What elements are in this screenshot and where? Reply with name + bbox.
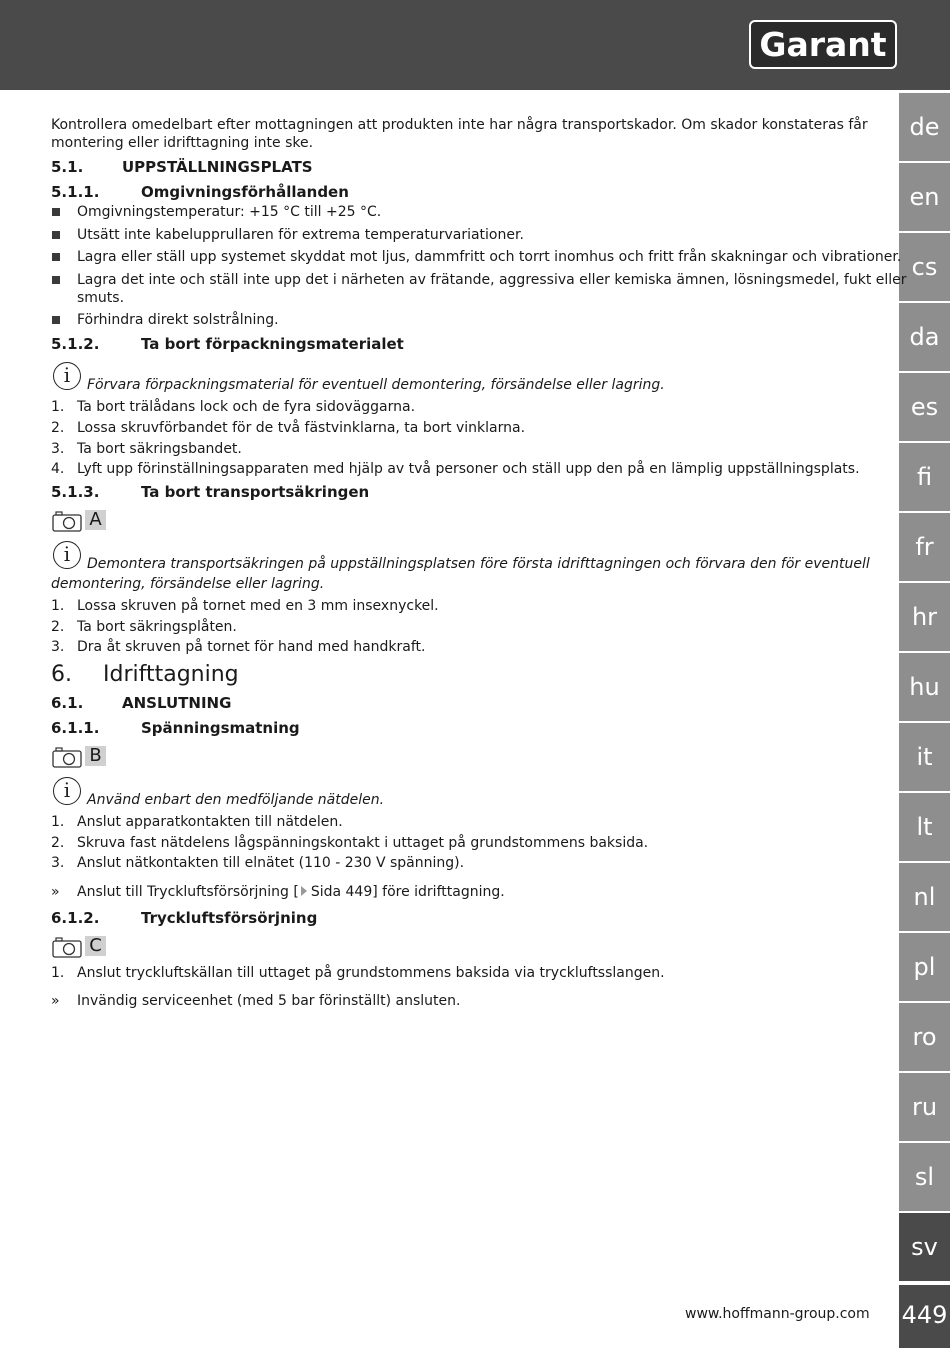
footer-url[interactable]: www.hoffmann-group.com (685, 1306, 870, 1322)
square-bullet-icon (52, 253, 60, 261)
step-number: 1. (51, 965, 65, 981)
heading-number: 6.1.1. (51, 719, 100, 737)
step-text: Anslut nätkontakten till elnätet (110 - 230 V spänning). (77, 855, 465, 871)
lang-tab-hr[interactable]: hr (899, 583, 950, 651)
heading-6-1-2 (51, 909, 317, 927)
heading-title: Idrifttagning (103, 662, 239, 687)
square-bullet-icon (52, 208, 60, 216)
list-item (51, 271, 907, 289)
step-number: 3. (51, 639, 65, 655)
page-reference-arrow-icon (301, 886, 307, 896)
step-item (51, 460, 860, 478)
result-marker: » (51, 884, 60, 900)
heading-title: Ta bort transportsäkringen (141, 483, 370, 501)
step-text: Skruva fast nätdelens lågspänningskontakt i uttaget på grundstommens baksida. (77, 835, 649, 851)
heading-number: 5.1.3. (51, 483, 100, 501)
step-item (51, 398, 851, 416)
heading-title: Tryckluftsförsörjning (141, 909, 318, 927)
page-reference-link[interactable]: Sida 449 (310, 884, 373, 900)
camera-icon (52, 746, 82, 768)
step-text: Ta bort säkringsbandet. (77, 441, 242, 457)
lang-tab-sv[interactable]: sv (899, 1213, 950, 1281)
step-number: 4. (51, 461, 65, 477)
info-note: Använd enbart den medföljande nätdelen. (87, 792, 385, 808)
step-item (51, 440, 851, 458)
lang-tab-ro[interactable]: ro (899, 1003, 950, 1071)
step-item (51, 834, 851, 852)
step-item (51, 597, 851, 615)
heading-5-1-3 (51, 483, 369, 501)
lang-tab-it[interactable]: it (899, 723, 950, 791)
info-note: Förvara förpackningsmaterial för eventuell demontering, försändelse eller lagring. (87, 377, 665, 393)
lang-tab-de[interactable]: de (899, 93, 950, 161)
lang-tab-da[interactable]: da (899, 303, 950, 371)
heading-5-1 (51, 158, 313, 176)
info-icon: i (53, 541, 81, 569)
list-item-text: Omgivningstemperatur: +15 °C till +25 °C. (77, 204, 382, 220)
list-item (51, 311, 851, 329)
step-item (51, 638, 851, 656)
step-text: Lossa skruven på tornet med en 3 mm insexnyckel. (77, 598, 439, 614)
step-text: Anslut tryckluftskällan till uttaget på grundstommens baksida via tryckluftsslangen. (77, 965, 665, 981)
camera-icon (52, 936, 82, 958)
lang-tab-fr[interactable]: fr (899, 513, 950, 581)
intro-line-2: montering eller idrifttagning inte ske. (51, 135, 314, 151)
step-text: Ta bort trälådans lock och de fyra sidoväggarna. (77, 399, 416, 415)
list-item-text: Lagra eller ställ upp systemet skyddat mot ljus, dammfritt och torrt inomhus och fritt från skakningar och vibrationer. (77, 249, 902, 265)
info-icon: i (53, 777, 81, 805)
step-text: Lyft upp förinställningsapparaten med hjälp av två personer och ställ upp den på en lämplig uppställningsplats. (77, 461, 860, 477)
lang-tab-en[interactable]: en (899, 163, 950, 231)
step-number: 2. (51, 420, 65, 436)
list-item (51, 226, 851, 244)
step-number: 3. (51, 855, 65, 871)
step-item (51, 618, 851, 636)
heading-number: 6.1.2. (51, 909, 100, 927)
step-number: 1. (51, 598, 65, 614)
step-text: Lossa skruvförbandet för de två fästvinklarna, ta bort vinklarna. (77, 420, 526, 436)
heading-number: 6.1. (51, 694, 84, 712)
heading-5-1-2 (51, 335, 404, 353)
step-number: 1. (51, 814, 65, 830)
list-item-text: Lagra det inte och ställ inte upp det i närheten av frätande, aggressiva eller kemiska ämnen, lösningsmedel, fukt eller (77, 272, 907, 288)
heading-5-1-1 (51, 183, 349, 201)
result-item (51, 883, 851, 901)
camera-icon (52, 510, 82, 532)
heading-number: 6. (51, 662, 72, 687)
info-note-continuation: demontering, försändelse eller lagring. (51, 576, 325, 592)
lang-tab-sl[interactable]: sl (899, 1143, 950, 1211)
heading-number: 5.1.1. (51, 183, 100, 201)
list-item (51, 248, 902, 266)
step-item (51, 813, 851, 831)
heading-title: Spänningsmatning (141, 719, 300, 737)
step-number: 3. (51, 441, 65, 457)
heading-title: Ta bort förpackningsmaterialet (141, 335, 404, 353)
heading-title: ANSLUTNING (122, 694, 232, 712)
garant-logo: Garant (749, 20, 897, 69)
square-bullet-icon (52, 316, 60, 324)
list-item (51, 203, 851, 221)
heading-number: 5.1.2. (51, 335, 100, 353)
heading-title: UPPSTÄLLNINGSPLATS (122, 158, 313, 176)
result-text-post: ] före idrifttagning. (372, 884, 505, 900)
lang-tab-cs[interactable]: cs (899, 233, 950, 301)
lang-tab-ru[interactable]: ru (899, 1073, 950, 1141)
info-note: Demontera transportsäkringen på uppställningsplatsen före första idrifttagningen och förvara den för eventuell (87, 556, 870, 572)
result-text: Invändig serviceenhet (med 5 bar förinställt) ansluten. (77, 993, 461, 1009)
heading-title: Omgivningsförhållanden (141, 183, 349, 201)
list-item-text: Utsätt inte kabelupprullaren för extrema temperaturvariationer. (77, 227, 524, 243)
lang-tab-es[interactable]: es (899, 373, 950, 441)
lang-tab-nl[interactable]: nl (899, 863, 950, 931)
lang-tab-pl[interactable]: pl (899, 933, 950, 1001)
result-marker: » (51, 993, 60, 1009)
square-bullet-icon (52, 276, 60, 284)
figure-letter-a: A (85, 510, 106, 530)
step-text: Dra åt skruven på tornet för hand med handkraft. (77, 639, 426, 655)
figure-letter-c: C (85, 936, 106, 956)
step-item (51, 419, 851, 437)
heading-number: 5.1. (51, 158, 84, 176)
figure-letter-b: B (85, 746, 106, 766)
lang-tab-fi[interactable]: fi (899, 443, 950, 511)
list-item-continuation (51, 289, 851, 307)
heading-6-1-1 (51, 719, 300, 737)
result-text-pre: Anslut till Tryckluftsförsörjning [ (77, 884, 299, 900)
step-text: Ta bort säkringsplåten. (77, 619, 237, 635)
intro-line-1: Kontrollera omedelbart efter mottagningen att produkten inte har några transportskador. Om skador konstateras får (51, 117, 868, 133)
page-number: 449 (899, 1285, 950, 1348)
step-text: Anslut apparatkontakten till nätdelen. (77, 814, 343, 830)
lang-tab-hu[interactable]: hu (899, 653, 950, 721)
step-number: 1. (51, 399, 65, 415)
lang-tab-lt[interactable]: lt (899, 793, 950, 861)
step-item (51, 854, 851, 872)
square-bullet-icon (52, 231, 60, 239)
step-item (51, 964, 851, 982)
page-header (0, 0, 950, 90)
list-item-text: Förhindra direkt solstrålning. (77, 312, 279, 328)
list-item-text: smuts. (77, 290, 125, 306)
result-text (77, 883, 505, 901)
result-item (51, 992, 851, 1010)
step-number: 2. (51, 835, 65, 851)
info-icon: i (53, 362, 81, 390)
step-number: 2. (51, 619, 65, 635)
heading-6 (51, 662, 239, 688)
heading-6-1 (51, 694, 231, 712)
